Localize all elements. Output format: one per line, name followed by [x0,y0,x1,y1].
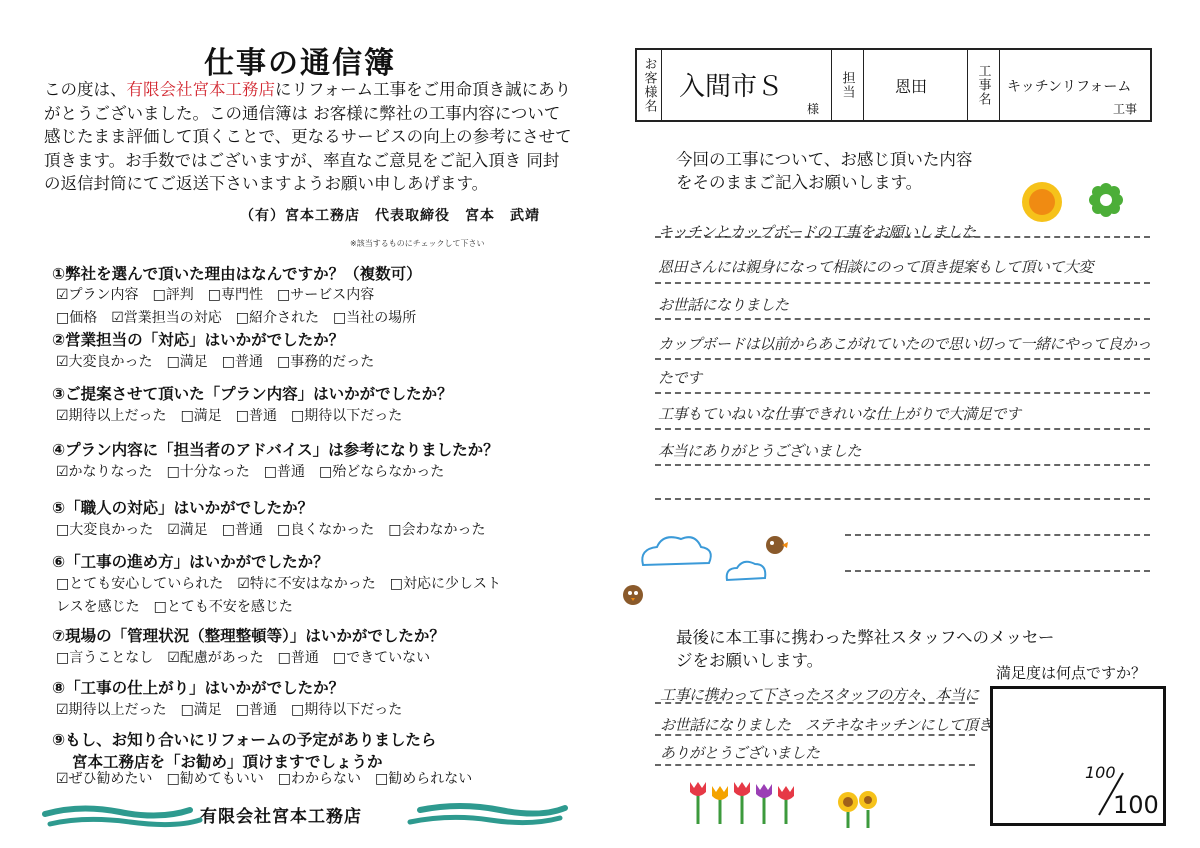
signature: （有）宮本工務店 代表取締役 宮本 武靖 [240,208,540,224]
question-1-options [56,307,430,330]
staff-label: 担当 [831,50,864,120]
option-checkbox[interactable]: ☑特に不安はなかった [237,576,376,592]
question-6-options [56,573,515,596]
question-4: ④プラン内容に「担当者のアドバイス」は参考になりましたか？ [52,441,499,459]
flower-decoration-icon [1018,178,1138,226]
option-checkbox[interactable]: □勧めてもいい [166,771,264,787]
option-checkbox[interactable]: □当社の場所 [333,310,417,326]
message-prompt: 最後に本工事に携わった弊社スタッフへのメッセージをお願いします。 [676,628,1055,670]
option-checkbox[interactable]: □普通 [235,702,278,718]
message-line-3: ありがとうございました [660,744,820,762]
question-3: ③ご提案させて頂いた「プラン内容」はいかがでしたか？ [52,385,453,403]
question-9: ⑨もし、お知り合いにリフォームの予定がありましたら [52,731,437,749]
comment-prompt: 今回の工事について、お感じ頂いた内容をそのままご記入お願いします。 [676,150,973,192]
comment-line-5: たです [658,369,702,387]
option-checkbox[interactable]: □わからない [277,771,362,787]
question-3-options [56,405,416,428]
option-checkbox[interactable]: □言うことなし [56,650,154,666]
message-line-1: 工事に携わって下さったスタッフの方々、本当に [660,686,979,704]
question-4-options [56,461,458,484]
option-checkbox[interactable]: □普通 [221,354,264,370]
option-checkbox[interactable]: □紹介された [235,310,320,326]
score-handwritten: 100 [1085,763,1116,782]
work-label: 工事名 [967,50,1000,120]
option-checkbox[interactable]: □専門性 [207,287,264,303]
question-9-line2: 宮本工務店を「お勧め」頂けますでしょうか [72,753,383,771]
question-5: ⑤「職人の対応」はいかがでしたか？ [52,499,314,517]
cloud-bird-decoration-icon [605,525,820,615]
work-suffix: 工事 [1113,102,1138,116]
option-checkbox[interactable]: ☑期待以上だった [56,408,167,424]
customer-suffix: 様 [807,102,820,116]
option-checkbox[interactable]: ☑配慮があった [167,650,264,666]
customer-name: 入間市Ｓ [679,72,784,102]
question-2-options [56,351,388,374]
option-checkbox[interactable]: ☑満足 [167,522,208,538]
comment-line-4: カップボードは以前からあこがれていたので思い切って一緒にやって良かっ [658,335,1151,353]
score-box [990,686,1166,826]
option-checkbox[interactable]: レスを感じた [56,599,140,615]
question-8-options [56,699,416,722]
message-line-2: お世話になりました ステキなキッチンにして頂き [660,716,993,734]
option-checkbox[interactable]: □事務的だった [277,354,375,370]
question-8: ⑧「工事の仕上がり」はいかがでしたか？ [52,679,345,697]
footer-company: 有限会社宮本工務店 [200,807,362,827]
option-checkbox[interactable]: □殆どならなかった [319,464,445,480]
option-checkbox[interactable]: ☑期待以上だった [56,702,167,718]
staff-name: 恩田 [895,77,928,96]
question-5-options [56,519,500,542]
option-checkbox[interactable]: □とても不安を感じた [153,599,293,615]
work-name: キッチンリフォーム [1007,79,1132,95]
score-total: 100 [1113,791,1159,819]
intro-company: 有限会社宮本工務店 [126,80,275,99]
option-checkbox[interactable]: □期待以下だった [291,408,403,424]
option-checkbox[interactable]: □満足 [166,354,208,370]
option-checkbox[interactable]: □普通 [263,464,306,480]
tulip-flowers-decoration-icon [686,772,886,832]
option-checkbox[interactable]: □できていない [332,650,431,666]
option-checkbox[interactable]: □普通 [235,408,278,424]
option-checkbox[interactable]: □サービス内容 [277,287,375,303]
question-9-options [56,768,486,791]
question-2: ②営業担当の「対応」はいかがでしたか？ [52,331,345,349]
question-1-options [56,284,388,307]
option-checkbox[interactable]: □普通 [221,522,264,538]
option-checkbox[interactable]: ☑ぜひ勧めたい [56,771,153,787]
comment-line-2: 恩田さんには親身になって相談にのって頂き提案もして頂いて大変 [658,258,1093,276]
option-checkbox[interactable]: □期待以下だった [291,702,403,718]
comment-line-6: 工事もていねいな仕事できれいな仕上がりで大満足です [658,405,1021,423]
customer-label: お客様名 [637,50,662,120]
option-checkbox[interactable]: □対応に少しスト [389,576,502,592]
question-1: ①弊社を選んで頂いた理由はなんですか？（複数可） [52,265,422,283]
option-checkbox[interactable]: □大変良かった [56,522,154,538]
option-checkbox[interactable]: □評判 [152,287,194,303]
question-7-options [56,647,444,670]
intro-text [44,78,574,196]
option-checkbox[interactable]: ☑営業担当の対応 [111,310,222,326]
question-6-options [56,596,307,619]
option-checkbox[interactable]: □会わなかった [388,522,486,538]
question-7: ⑦現場の「管理状況（整理整頓等）」はいかがでしたか？ [52,627,445,645]
customer-header-box [635,48,1152,122]
check-note: ※該当するものにチェックして下さい [350,239,485,248]
option-checkbox[interactable]: □とても安心していられた [56,576,224,592]
option-checkbox[interactable]: ☑かなりなった [56,464,153,480]
option-checkbox[interactable]: ☑プラン内容 [56,287,139,303]
comment-line-1: キッチンとカップボードの工事をお願いしました [658,223,976,241]
option-checkbox[interactable]: □十分なった [166,464,250,480]
intro-post: にリフォーム工事をご用命頂き誠にありがとうございました。この通信簿は お客様に弊社の工事内容について感じたまま評価して頂くことで、更なるサービスの向上の参考にさせて頂きます。お手数ではございますが、率直なご意見をご記入頂き 同封の返信封筒にてご返送下さいますようお願い申しあげます。 [44,80,572,193]
option-checkbox[interactable]: □勧められない [375,771,473,787]
intro-pre: この度は、 [44,80,127,99]
comment-line-7: 本当にありがとうございました [658,442,862,460]
comment-line-3: お世話になりました [658,296,789,314]
page-title: 仕事の通信簿 [204,46,396,81]
option-checkbox[interactable]: □満足 [180,408,222,424]
option-checkbox[interactable]: □満足 [180,702,222,718]
question-6: ⑥「工事の進め方」はいかがでしたか？ [52,553,329,571]
option-checkbox[interactable]: ☑大変良かった [56,354,153,370]
option-checkbox[interactable]: □価格 [56,310,98,326]
satisfaction-question: 満足度は何点ですか？ [996,664,1147,682]
option-checkbox[interactable]: □普通 [277,650,319,666]
option-checkbox[interactable]: □良くなかった [277,522,375,538]
